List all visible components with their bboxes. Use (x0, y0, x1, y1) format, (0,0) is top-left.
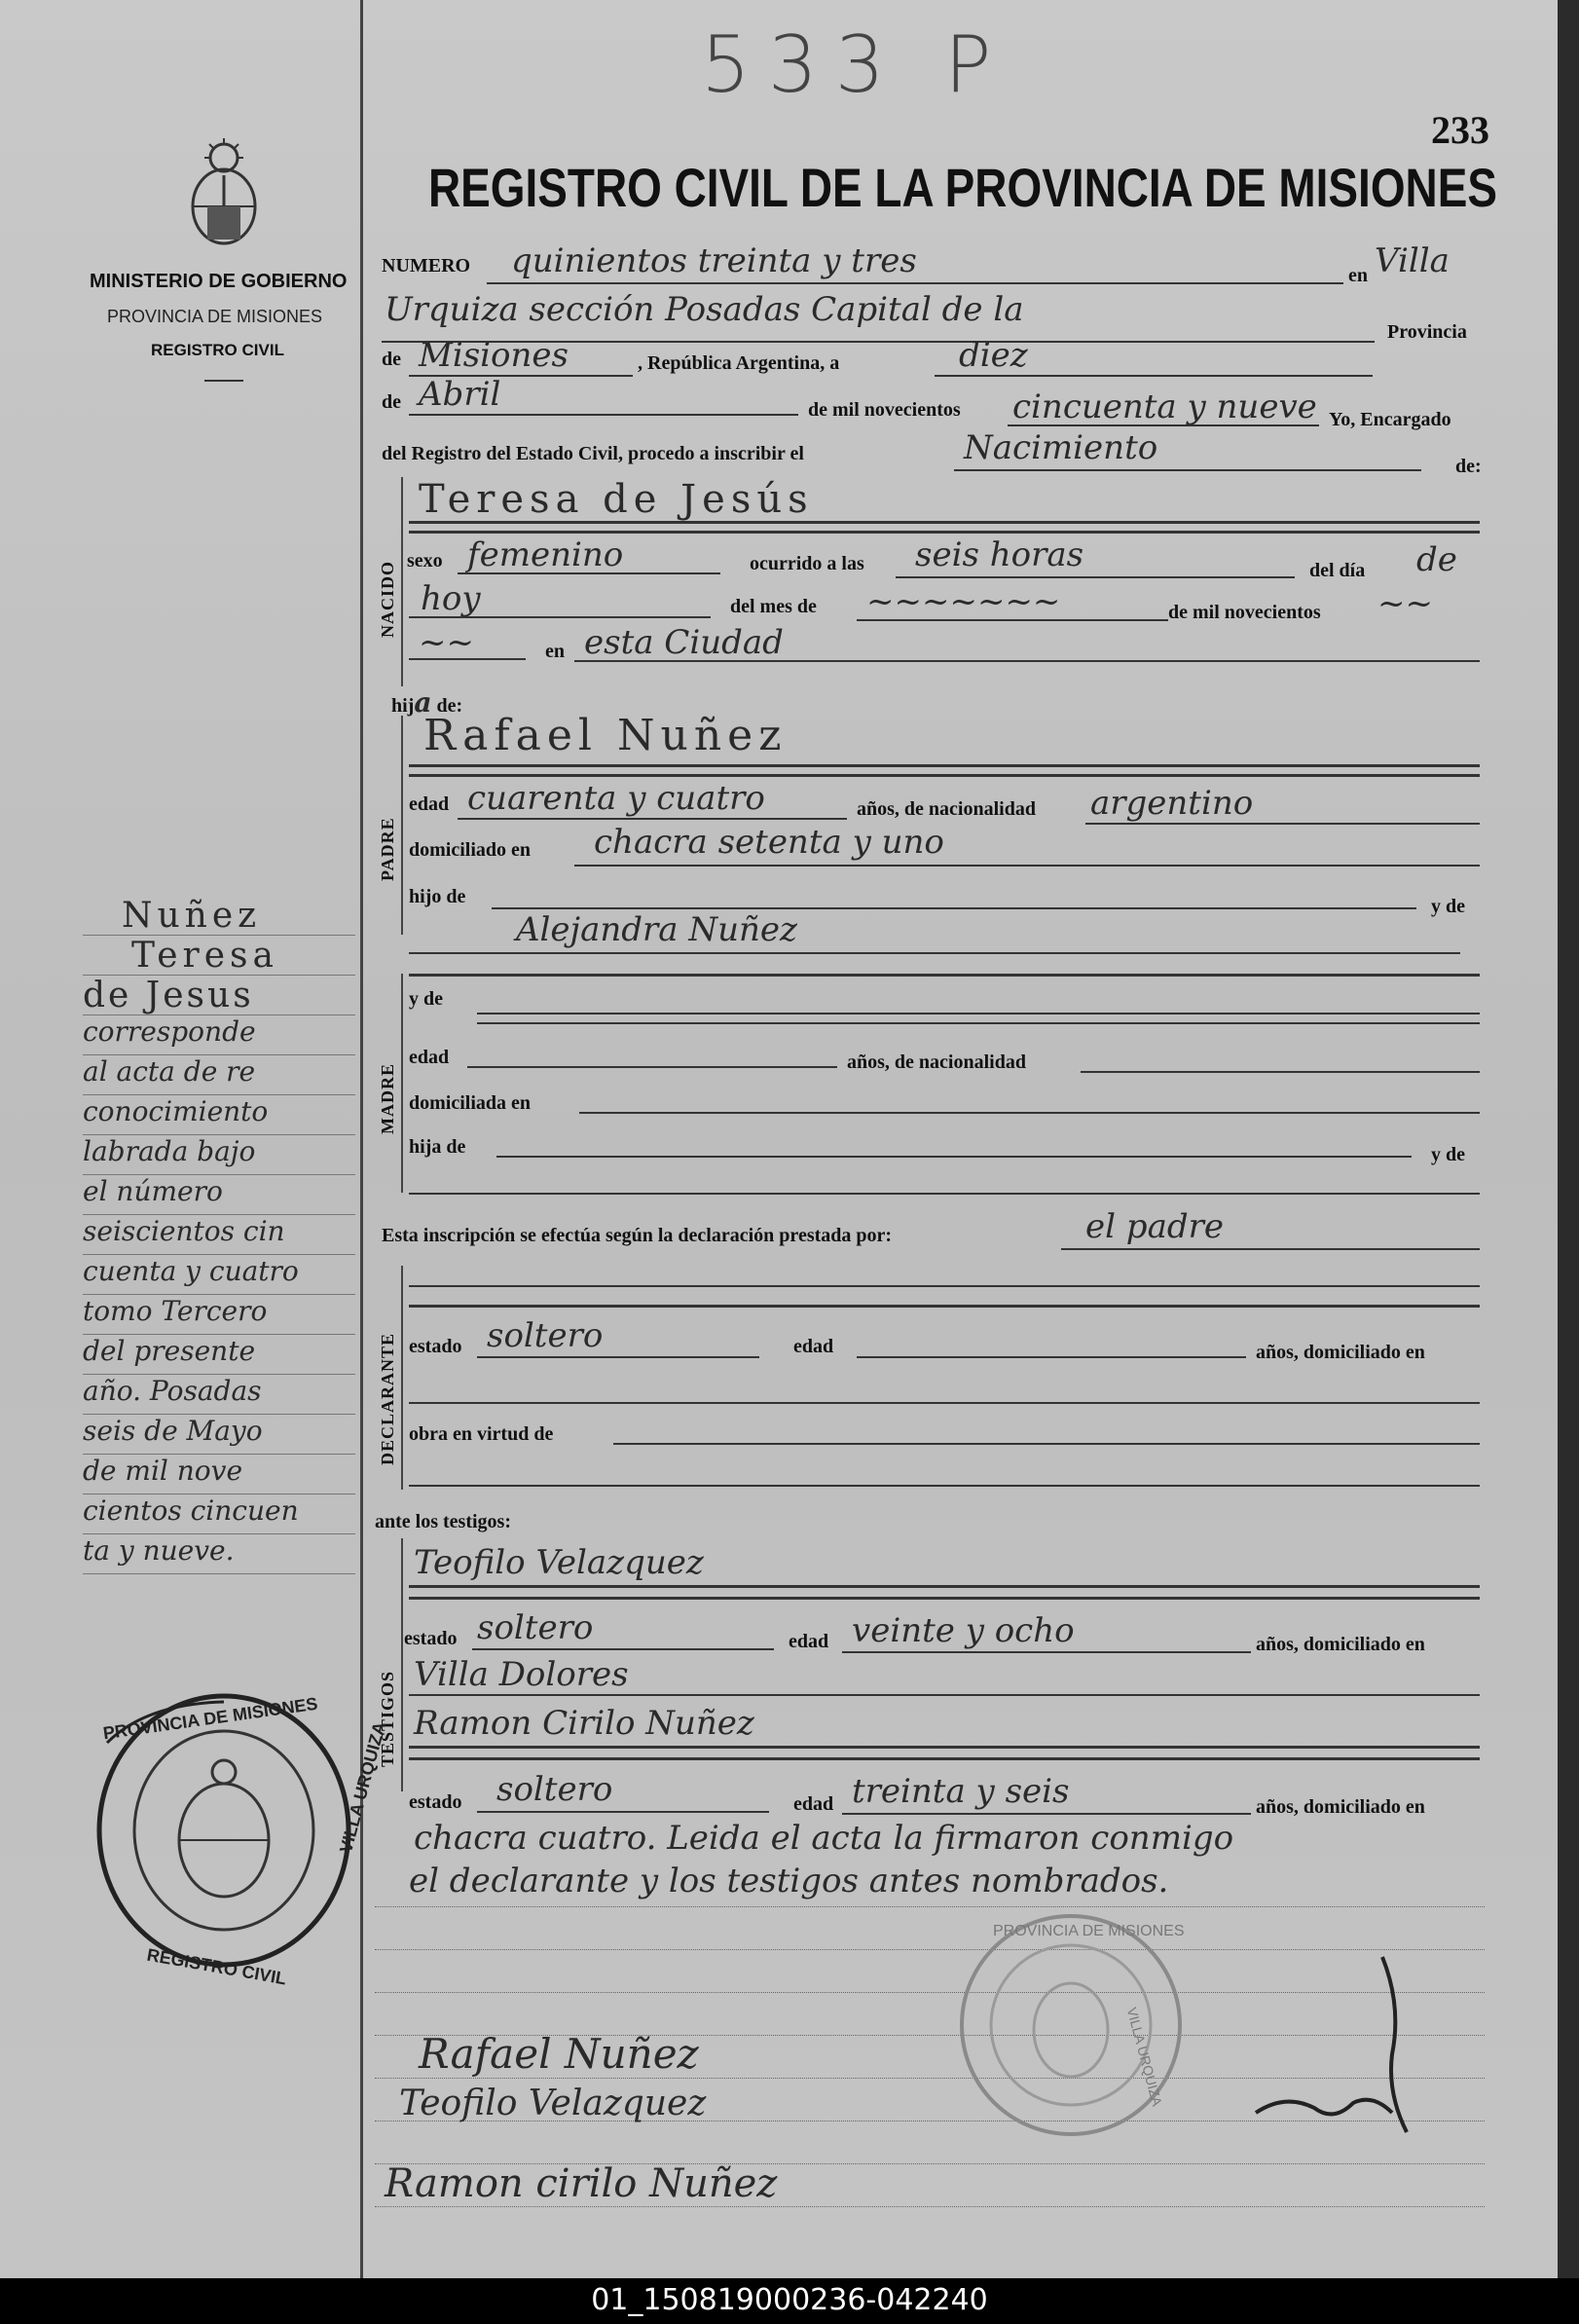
day-value: diez (959, 336, 1028, 375)
padre-name-value: Rafael Nuñez (423, 711, 788, 760)
declarante-bracket (401, 1266, 403, 1490)
yo-label: Yo, Encargado (1329, 409, 1451, 430)
registro-label: del Registro del Estado Civil, procedo a inscribir el (382, 443, 804, 464)
testigo1-domicilio-label: años, domiciliado en (1256, 1634, 1425, 1655)
margin-note-line: tomo Tercero (83, 1295, 355, 1335)
month-value: Abril (419, 375, 501, 414)
madre-y-de-line-2 (477, 1022, 1480, 1024)
testigo1-domicilio-line (409, 1694, 1480, 1696)
madre-bottom-line (409, 1193, 1480, 1195)
numero-value: quinientos treinta y tres (511, 241, 917, 280)
page-edge (1558, 0, 1579, 2278)
declarante-name-line-2 (409, 1305, 1480, 1308)
province-value: Misiones (419, 336, 569, 375)
margin-note-line: del presente (83, 1335, 355, 1375)
file-id-label: 01_150819000236-042240 (591, 2283, 988, 2317)
mil-label: de mil novecientos (808, 399, 961, 421)
day-line (935, 375, 1373, 377)
declarante-intro-label: Esta inscripción se efectúa según la declaración prestada por: (382, 1225, 893, 1246)
sexo-label: sexo (407, 550, 443, 572)
ministry-label: MINISTERIO DE GOBIERNO (90, 271, 348, 292)
padre-madre-line (409, 952, 1460, 954)
declarante-obra-label: obra en virtud de (409, 1423, 554, 1445)
declarante-obra-line (613, 1443, 1480, 1445)
testigo1-name: Teofilo Velazquez (414, 1543, 704, 1582)
testigos-bracket (401, 1538, 403, 1791)
testigo1-edad-value: veinte y ocho (852, 1611, 1075, 1650)
place-value: Urquiza sección Posadas Capital de la (385, 290, 1024, 329)
registry-label: REGISTRO CIVIL (151, 341, 284, 359)
testigo2-name: Ramon Cirilo Nuñez (414, 1704, 754, 1743)
year-ditto-mark: ~~ (1377, 584, 1433, 623)
margin-note-line: de mil nove (83, 1455, 355, 1494)
margin-note-line: al acta de re (83, 1055, 355, 1095)
hora-value: seis horas (915, 535, 1084, 574)
testigo2-estado-label: estado (409, 1791, 462, 1813)
del-dia-label: del día (1309, 560, 1366, 581)
mil-label-nacido: de mil novecientos (1168, 602, 1321, 623)
padre-edad-value: cuarenta y cuatro (467, 779, 765, 818)
republica-label: , República Argentina, a (638, 352, 840, 374)
margin-note-line: el número (83, 1175, 355, 1215)
madre-y-de-line (477, 1013, 1480, 1014)
padre-edad-line (458, 818, 847, 820)
madre-y-de-label: y de (409, 988, 443, 1010)
left-seal-bottom-text: REGISTRO CIVIL (145, 1944, 288, 1989)
testigo2-estado-line (477, 1811, 769, 1813)
act-value: Nacimiento (964, 428, 1158, 467)
declarante-name-line (409, 1285, 1480, 1287)
padre-bracket (401, 716, 403, 935)
testigo2-domicilio-label: años, domiciliado en (1256, 1796, 1425, 1818)
dia-value: de (1416, 540, 1457, 579)
declarante-estado-line (477, 1356, 759, 1358)
ditto-line (409, 658, 526, 660)
margin-note-line: cuenta y cuatro (83, 1255, 355, 1295)
padre-hijo-de-label: hijo de (409, 886, 466, 907)
nacido-name-value: Teresa de Jesús (419, 477, 814, 522)
margin-note-line: corresponde (83, 1015, 355, 1055)
right-seal-top-text: PROVINCIA DE MISIONES (993, 1923, 1185, 1939)
declarante-estado-value: soltero (487, 1316, 604, 1355)
signature-3: Ramon cirilo Nuñez (385, 2161, 778, 2206)
left-seal-top-text: PROVINCIA DE MISIONES (101, 1693, 319, 1744)
declarante-domicilio-label: años, domiciliado en (1256, 1342, 1425, 1363)
ditto-mark-2: ~~ (419, 623, 474, 662)
madre-bracket (401, 974, 403, 1193)
lugar-line (574, 660, 1480, 662)
hoy-line (409, 616, 711, 618)
padre-y-de-label: y de (1431, 896, 1465, 917)
lugar-value: esta Ciudad (584, 623, 784, 662)
page-number: 233 (1431, 108, 1489, 152)
declarante-estado-label: estado (409, 1336, 462, 1357)
year-line (1008, 424, 1319, 426)
de-colon-label: de: (1455, 456, 1482, 477)
madre-section-label: MADRE (378, 1063, 397, 1134)
testigos-intro-label: ante los testigos: (375, 1511, 511, 1532)
margin-note-line: labrada bajo (83, 1135, 355, 1175)
padre-nacionalidad-label: años, de nacionalidad (857, 798, 1036, 820)
act-line (954, 469, 1421, 471)
month-line (409, 414, 798, 416)
del-mes-label: del mes de (730, 596, 817, 617)
en-label: en (1348, 265, 1368, 286)
numero-line (487, 282, 1343, 284)
margin-note-line: año. Posadas (83, 1375, 355, 1415)
province-label: PROVINCIA DE MISIONES (107, 307, 323, 326)
testigo1-name-line (409, 1585, 1480, 1588)
signature-2: Teofilo Velazquez (399, 2084, 707, 2123)
madre-hija-de-label: hija de (409, 1136, 466, 1158)
stamp-number: 533 P (701, 19, 1010, 110)
declarante-domicilio-line (409, 1402, 1480, 1404)
mes-line (857, 619, 1168, 621)
padre-name-line-2 (409, 774, 1480, 777)
padre-domicilio-line (574, 865, 1480, 867)
padre-nacionalidad-line (1085, 823, 1480, 825)
hijo-label: hija de: (391, 686, 463, 719)
coat-of-arms-icon (180, 136, 268, 253)
madre-domicilio-line (579, 1112, 1480, 1114)
hora-line (896, 576, 1295, 578)
sexo-value: femenino (467, 535, 624, 574)
madre-edad-line (467, 1066, 837, 1068)
hoy-value: hoy (421, 579, 481, 618)
numero-label: NUMERO (382, 255, 471, 277)
declarante-edad-line (857, 1356, 1246, 1358)
nacido-bracket (401, 477, 403, 686)
testigo2-domicilio-line2: el declarante y los testigos antes nombrados. (409, 1862, 1169, 1900)
madre-nacionalidad-label: años, de nacionalidad (847, 1051, 1026, 1073)
testigo2-edad-line (842, 1813, 1251, 1815)
margin-note-line: ta y nueve. (83, 1534, 355, 1574)
nacido-section-label: NACIDO (378, 560, 397, 638)
mes-ditto-mark: ~~~~~~~ (866, 582, 1061, 621)
left-seal-right-text: VILLA URQUIZA (336, 1719, 390, 1856)
margin-note-line: de Jesus (83, 976, 355, 1015)
margin-note-line: seis de Mayo (83, 1415, 355, 1455)
testigo1-domicilio-value: Villa Dolores (414, 1655, 629, 1694)
year-value: cincuenta y nueve (1012, 387, 1317, 426)
testigo1-estado-value: soltero (477, 1608, 594, 1647)
padre-hijo-de-line (492, 907, 1416, 909)
madre-hija-de-line (496, 1156, 1412, 1158)
de-label-2: de (382, 391, 401, 413)
padre-madre-value: Alejandra Nuñez (516, 910, 797, 949)
sexo-line (458, 572, 720, 574)
padre-name-line (409, 764, 1480, 767)
ocurrido-label: ocurrido a las (750, 553, 864, 574)
declarante-bottom-line (409, 1485, 1480, 1487)
testigo2-estado-value: soltero (496, 1770, 613, 1809)
madre-y-de-label-2: y de (1431, 1144, 1465, 1165)
en-label-nacido: en (545, 641, 565, 662)
dotted-line-8 (375, 2206, 1485, 2207)
madre-name-line (409, 974, 1480, 977)
margin-vertical-line (360, 0, 363, 2278)
header-divider (204, 380, 243, 382)
testigo2-edad-label: edad (793, 1793, 834, 1815)
madre-domicilio-label: domiciliada en (409, 1092, 532, 1114)
signature-1: Rafael Nuñez (419, 2030, 699, 2078)
testigo1-estado-line (472, 1648, 774, 1650)
padre-nacionalidad-value: argentino (1090, 784, 1254, 823)
testigo1-edad-label: edad (789, 1631, 829, 1652)
dotted-line-1 (375, 1906, 1485, 1907)
margin-note (83, 896, 355, 1574)
testigo2-domicilio-line1: chacra cuatro. Leida el acta la firmaron conmigo (414, 1819, 1234, 1858)
testigo1-estado-label: estado (404, 1628, 458, 1649)
testigos-section-label: TESTIGOS (378, 1670, 397, 1767)
testigo1-edad-line (842, 1651, 1251, 1653)
official-signature-icon (1246, 1947, 1421, 2142)
madre-nacionalidad-line (1081, 1071, 1480, 1073)
declarante-intro-value: el padre (1085, 1207, 1224, 1246)
nacido-name-line-2 (409, 531, 1480, 534)
testigo2-name-line-2 (409, 1757, 1480, 1760)
padre-domicilio-label: domiciliado en (409, 839, 532, 861)
testigo2-edad-value: treinta y seis (852, 1772, 1070, 1811)
testigo1-name-line-2 (409, 1597, 1480, 1600)
margin-note-line: Teresa (83, 936, 355, 976)
provincia-label: Provincia (1387, 321, 1467, 343)
margin-note-line: Nuñez (83, 896, 355, 936)
declarante-intro-line (1061, 1248, 1480, 1250)
margin-note-line: conocimiento (83, 1095, 355, 1135)
declarante-edad-label: edad (793, 1336, 834, 1357)
declarante-section-label: DECLARANTE (378, 1332, 397, 1465)
right-seal-right-text: VILLA URQUIZA (1123, 2006, 1165, 2108)
margin-note-line: cientos cincuen (83, 1494, 355, 1534)
padre-section-label: PADRE (378, 817, 397, 881)
en-value: Villa (1375, 241, 1450, 280)
page-title: REGISTRO CIVIL DE LA PROVINCIA DE MISIONES (428, 157, 1497, 218)
testigo2-name-line (409, 1746, 1480, 1749)
padre-edad-label: edad (409, 793, 450, 815)
de-label: de (382, 349, 401, 370)
nacido-name-line (409, 521, 1480, 524)
madre-edad-label: edad (409, 1047, 450, 1068)
margin-note-line: seiscientos cin (83, 1215, 355, 1255)
padre-domicilio-value: chacra setenta y uno (594, 823, 944, 862)
